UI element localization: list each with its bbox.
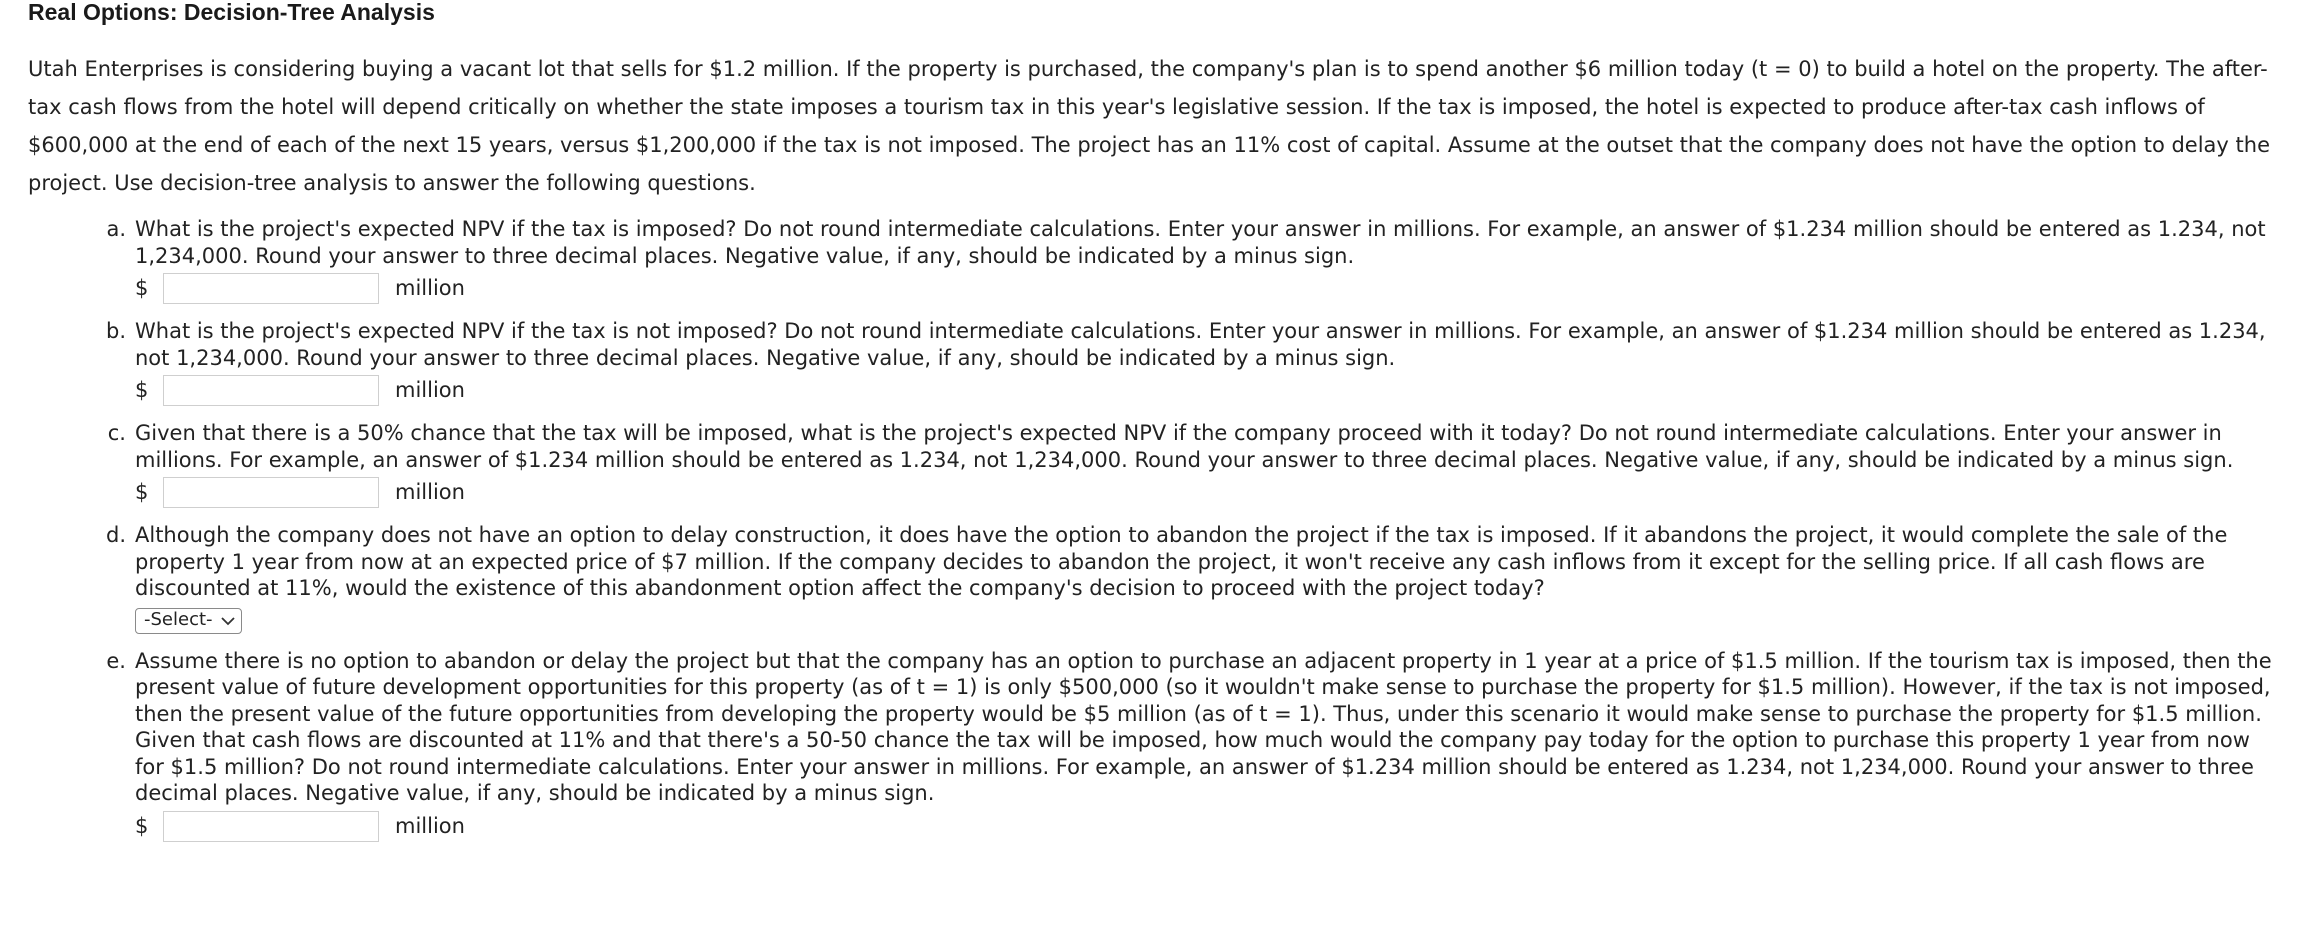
page-title: Real Options: Decision-Tree Analysis <box>28 0 435 25</box>
question-e <box>28 648 2274 842</box>
question-text: Although the company does not have an option to delay construction, it does have the option to abandon the project if the tax is imposed. If it abandons the project, it would complete the sale of the property 1 year from now at an expected price of $7 million. If the company decides to abandon the project, it won't receive any cash inflows from it except for the selling price. If all cash flows are discounted at 11%, would the existence of this abandonment option affect the company's decision to proceed with the project today? <box>135 523 2228 600</box>
answer-row <box>135 375 2274 406</box>
chevron-down-icon <box>221 616 235 626</box>
question-marker: d. <box>105 523 126 547</box>
question-b <box>28 318 2274 406</box>
currency-symbol: $ <box>135 276 149 301</box>
question-a <box>28 216 2274 304</box>
question-text: Given that there is a 50% chance that the tax will be imposed, what is the project's expected NPV if the company proceed with it today? Do not round intermediate calculations. Enter your answer in millions. For example, an answer of $1.234 million should be entered as 1.234, not 1,234,000. Round your answer to three decimal places. Negative value, if any, should be indicated by a minus sign. <box>135 421 2234 472</box>
answer-input-c[interactable] <box>163 477 379 508</box>
question-text: What is the project's expected NPV if the tax is imposed? Do not round intermediate calculations. Enter your answer in millions. For example, an answer of $1.234 million should be entered as 1.234, not 1,234,000. Round your answer to three decimal places. Negative value, if any, should be indicated by a minus sign. <box>135 217 2266 268</box>
answer-row <box>135 273 2274 304</box>
answer-input-b[interactable] <box>163 375 379 406</box>
unit-label: million <box>395 813 465 838</box>
answer-row <box>135 477 2274 508</box>
question-marker: e. <box>106 648 126 673</box>
question-marker: b. <box>105 319 126 343</box>
question-text: What is the project's expected NPV if the tax is not imposed? Do not round intermediate calculations. Enter your answer in millions. For example, an answer of $1.234 million should be entered as 1.234, not 1,234,000. Round your answer to three decimal places. Negative value, if any, should be indicated by a minus sign. <box>135 319 2266 370</box>
answer-row <box>135 811 2274 842</box>
question-list <box>28 216 2274 842</box>
unit-label: million <box>395 480 465 505</box>
problem-intro: Utah Enterprises is considering buying a vacant lot that sells for $1.2 million. If the property is purchased, the company's plan is to spend another $6 million today (t = 0) to build a hotel on the property. The after-tax cash flows from the hotel will depend critically on whether the state imposes a tourism tax in this year's legislative session. If the tax is imposed, the hotel is expected to produce after-tax cash inflows of $600,000 at the end of each of the next 15 years, versus $1,200,000 if the tax is not imposed. The project has an 11% cost of capital. Assume at the outset that the company does not have the option to delay the project. Use decision-tree analysis to answer the following questions. <box>28 57 2270 195</box>
currency-symbol: $ <box>135 480 149 505</box>
currency-symbol: $ <box>135 378 149 403</box>
question-d <box>28 522 2274 634</box>
question-marker: a. <box>106 217 126 241</box>
question-text: Assume there is no option to abandon or delay the project but that the company has an option to purchase an adjacent property in 1 year at a price of $1.5 million. If the tourism tax is imposed, then the present value of future development opportunities for this property (as of t = 1) is only $500,000 (so it wouldn't make sense to purchase the property for $1.5 million). However, if the tax is not imposed, then the present value of the future opportunities from developing the property would be $5 million (as of t = 1). Thus, under this scenario it would make sense to purchase the property for $1.5 million. Given that cash flows are discounted at 11% and that there's a 50-50 chance the tax will be imposed, how much would the company pay today for the option to purchase this property 1 year from now for $1.5 million? Do not round intermediate calculations. Enter your answer in millions. For example, an answer of $1.234 million should be entered as 1.234, not 1,234,000. Round your answer to three decimal places. Negative value, if any, should be indicated by a minus sign. <box>135 648 2272 805</box>
question-c <box>28 420 2274 508</box>
unit-label: million <box>395 276 465 301</box>
abandonment-select[interactable] <box>135 608 242 634</box>
unit-label: million <box>395 378 465 403</box>
select-value: -Select- <box>144 609 213 631</box>
currency-symbol: $ <box>135 813 149 838</box>
answer-input-a[interactable] <box>163 273 379 304</box>
answer-input-e[interactable] <box>163 811 379 842</box>
question-marker: c. <box>107 421 126 445</box>
